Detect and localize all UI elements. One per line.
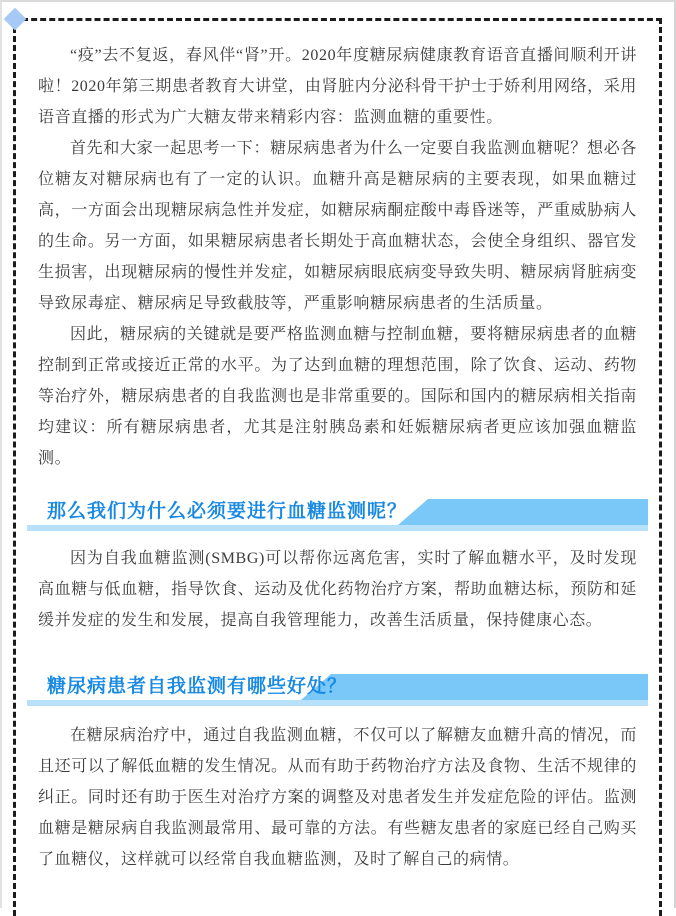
section-heading: 那么我们为什么必须要进行血糖监测呢？ bbox=[47, 501, 408, 522]
banner-parallelogram-shape bbox=[398, 499, 648, 525]
section-heading: 糖尿病患者自我监测有哪些好处？ bbox=[47, 676, 348, 697]
section-body-self-monitoring-benefits: 在糖尿病治疗中，通过自我监测血糖，不仅可以了解糖友血糖升高的情况，而且还可以了解低血糖的发生情况。从而有助于药物治疗方法及食物、生活不规律的纠正。同时还有助于医生对治疗方案的调整及对患者发生并发症危险的评估。监测血糖是糖尿病自我监测最常用、最可靠的方法。有些糖友患者的家庭已经自己购买了血糖仪，这样就可以经常自我血糖监测，及时了解自己的病情。 bbox=[38, 727, 637, 868]
section-banner-self-monitoring-benefits bbox=[27, 674, 648, 706]
banner-underline bbox=[27, 525, 648, 531]
banner-underline bbox=[27, 700, 648, 706]
diamond-icon bbox=[4, 8, 27, 31]
intro-paragraph-3: 因此，糖尿病的关键就是要严格监测血糖与控制血糖，要将糖尿病患者的血糖控制到正常或接近正常的水平。为了达到血糖的理想范围，除了饮食、运动、药物等治疗外，糖尿病患者的自我监测也是非常重要的。国际和国内的糖尿病相关指南均建议：所有糖尿病患者，尤其是注射胰岛素和妊娠糖尿病者更应该加强血糖监测。 bbox=[38, 326, 637, 467]
intro-paragraph-1: “疫”去不复返，春风伴“肾”开。2020年度糖尿病健康教育语音直播间顺利开讲啦！2020年第三期患者教育大讲堂，由肾脏内分泌科骨干护士于娇利用网络，采用语音直播的形式为广大糖友带来精彩内容：监测血糖的重要性。 bbox=[38, 47, 637, 126]
section-banner-monitoring-why bbox=[27, 499, 648, 531]
banner-parallelogram-shape bbox=[301, 674, 648, 700]
article-content bbox=[14, 40, 661, 875]
banner-bar bbox=[27, 674, 648, 700]
section-body-monitoring-why: 因为自我血糖监测(SMBG)可以帮你远离危害，实时了解血糖水平，及时发现高血糖与低血糖，指导饮食、运动及优化药物治疗方案，帮助血糖达标，预防和延缓并发症的发生和发展，提高自我管理能力，改善生活质量，保持健康心态。 bbox=[38, 550, 637, 629]
intro-paragraph-2: 首先和大家一起思考一下：糖尿病患者为什么一定要自我监测血糖呢？想必各位糖友对糖尿病也有了一定的认识。血糖升高是糖尿病的主要表现，如果血糖过高，一方面会出现糖尿病急性并发症，如糖尿病酮症酸中毒昏迷等，严重威胁病人的生命。另一方面，如果糖尿病患者长期处于高血糖状态，会使全身组织、器官发生损害，出现糖尿病的慢性并发症，如糖尿病眼底病变导致失明、糖尿病肾脏病变导致尿毒症、糖尿病足导致截肢等，严重影响糖尿病患者的生活质量。 bbox=[38, 140, 637, 312]
banner-bar bbox=[27, 499, 648, 525]
